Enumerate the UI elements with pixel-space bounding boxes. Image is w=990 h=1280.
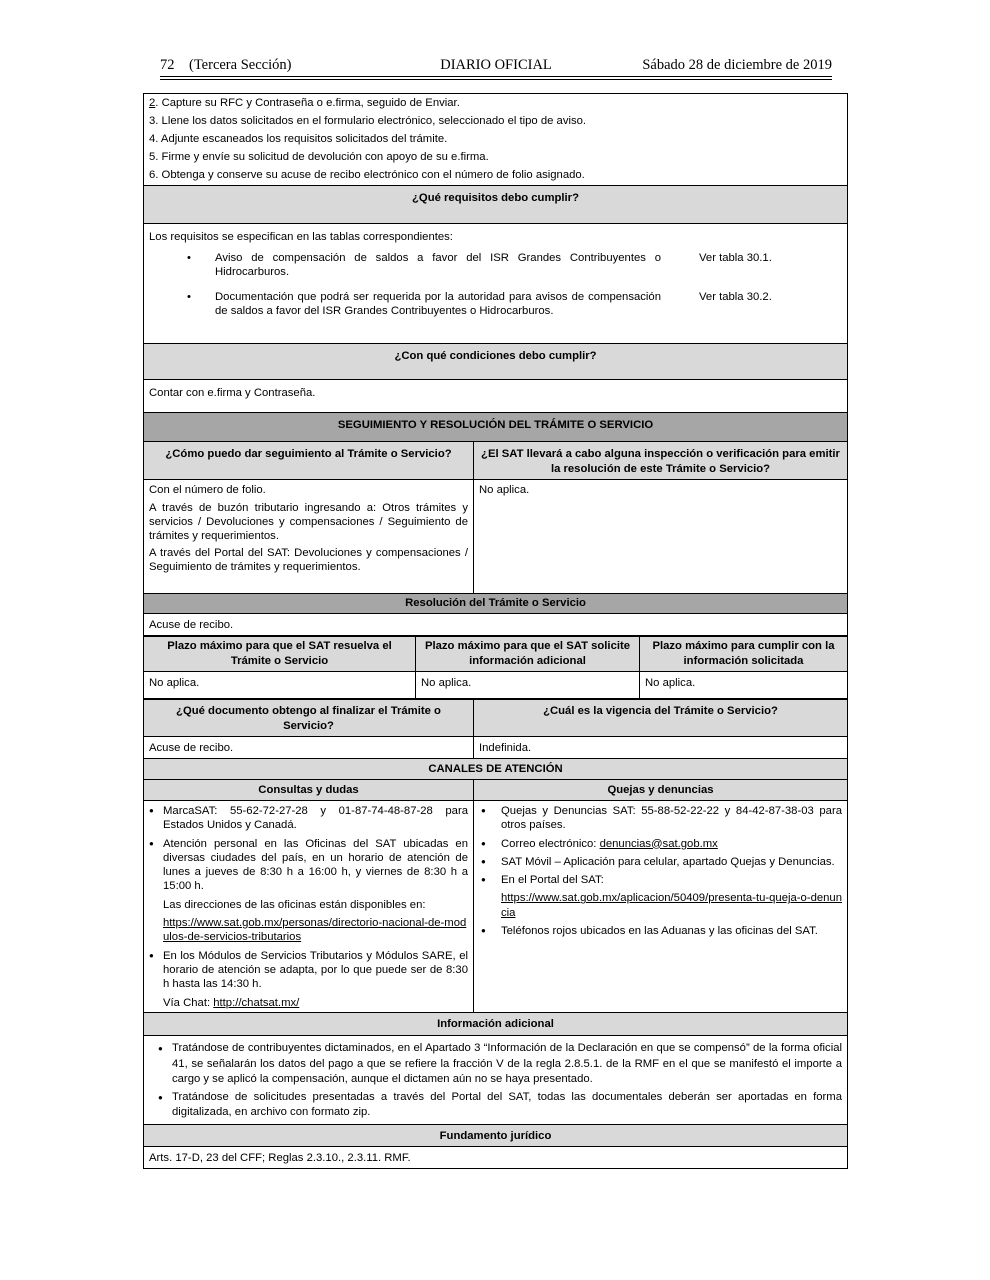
section-label: (Tercera Sección) [189, 57, 292, 73]
quejas-telefonos: ● Quejas y Denuncias SAT: 55-88-52-22-22 y 84-42-87-38-03 para otros países. [481, 804, 842, 833]
header-rule [160, 76, 832, 77]
correo-link[interactable]: denuncias@sat.gob.mx [599, 837, 718, 850]
step-2-number: 2 [149, 97, 156, 109]
consultas-modulos-text: En los Módulos de Servicios Tributarios y Módulos SARE, el horario de atención se adapta, por lo que puede ser de 8:30 h hasta las 14:30 h. [163, 949, 468, 991]
plazo-solicite-value: No aplica. [416, 672, 640, 699]
consultas-atencion-personal [149, 837, 468, 945]
quejas-sat-movil: ● SAT Móvil – Aplicación para celular, apartado Quejas y Denuncias. [481, 855, 842, 869]
requisitos-intro: Los requisitos se especifican en las tablas correspondientes: [149, 231, 453, 243]
steps-cell [144, 94, 848, 186]
step-2-text: . Capture su RFC y Contraseña o e.firma, seguido de Enviar. [155, 97, 460, 109]
bullet-icon: • [187, 290, 191, 303]
step-4: 4. Adjunte escaneados los requisitos solicitados del trámite. [149, 133, 448, 145]
header-rule-double [160, 79, 832, 80]
info-list [158, 1041, 842, 1121]
consultas-cell [144, 801, 474, 1013]
fundamento-heading: Fundamento jurídico [144, 1124, 848, 1146]
consultas-heading: Consultas y dudas [144, 780, 474, 801]
fundamento-text: Arts. 17-D, 23 del CFF; Reglas 2.3.10., 2.3.11. RMF. [144, 1146, 848, 1168]
requisito-item [187, 251, 842, 280]
seguimiento-folio: Con el número de folio. [149, 484, 266, 496]
requisitos-cell [144, 224, 848, 344]
consultas-direcciones-note: Las direcciones de las oficinas están disponibles en: [163, 898, 426, 911]
consultas-atencion-text: Atención personal en las Oficinas del SAT ubicadas en diversas ciudades del país, en un horario de atención de lunes a jueves de 8:30 h a 16:00 h, y viernes de 8:30 h a 15:00 h. [163, 837, 468, 893]
consultas-chat [163, 996, 468, 1010]
resolucion-text: Acuse de recibo. [144, 614, 848, 636]
seguimiento-answer [144, 480, 474, 594]
plazo-solicite-label: Plazo máximo para que el SAT solicite información adicional [416, 637, 640, 672]
info-heading: Información adicional [144, 1013, 848, 1036]
documento-answer: Acuse de recibo. [144, 737, 474, 759]
quejas-telefonos-rojos: ● Teléfonos rojos ubicados en las Aduanas y las oficinas del SAT. [481, 924, 842, 938]
resolucion-heading: Resolución del Trámite o Servicio [144, 594, 848, 614]
step-5: 5. Firme y envíe su solicitud de devolución con apoyo de su e.firma. [149, 151, 489, 163]
page-header [160, 57, 832, 77]
step-3: 3. Llene los datos solicitados en el formulario electrónico, seleccionado el tipo de aviso. [149, 115, 587, 127]
chat-label: Vía Chat: [163, 996, 214, 1009]
plazo-cumplir-label: Plazo máximo para cumplir con la información solicitada [640, 637, 848, 672]
page-number: 72 [160, 57, 175, 73]
journal-title: DIARIO OFICIAL [440, 57, 552, 73]
consultas-modulos [149, 949, 468, 1010]
quejas-cell [474, 801, 848, 1013]
plazos-table [143, 636, 848, 699]
condiciones-text: Contar con e.firma y Contraseña. [144, 380, 848, 413]
condiciones-heading: ¿Con qué condiciones debo cumplir? [144, 344, 848, 380]
quejas-link-wrap [501, 891, 842, 920]
plazo-resuelva-label: Plazo máximo para que el SAT resuelva el Trámite o Servicio [144, 637, 416, 672]
directorio-link[interactable]: https://www.sat.gob.mx/personas/directorio-nacional-de-modulos-de-servicios-tributarios [163, 917, 467, 944]
documento-table [143, 699, 848, 1169]
issue-date: Sábado 28 de diciembre de 2019 [642, 57, 832, 73]
queja-denuncia-link[interactable]: https://www.sat.gob.mx/aplicacion/50409/presenta-tu-queja-o-denuncia [501, 892, 842, 919]
requisito-text: Documentación que podrá ser requerida por la autoridad para avisos de compensación de saldos a favor del ISR Grandes Contribuyentes o Hidrocarburos. [215, 290, 661, 317]
requisito-ref: Ver tabla 30.2. [699, 290, 772, 303]
step-2 [149, 96, 842, 114]
canales-heading: CANALES DE ATENCIÓN [144, 759, 848, 780]
info-cell [144, 1036, 848, 1125]
seguimiento-buzon: A través de buzón tributario ingresando a: Otros trámites y servicios / Devoluciones y compensaciones / Seguimiento de trámites y requerimientos. [149, 501, 468, 542]
requisito-text: Aviso de compensación de saldos a favor del ISR Grandes Contribuyentes o Hidrocarburos. [215, 251, 661, 278]
info-dictaminados: ● Tratándose de contribuyentes dictaminados, en el Apartado 3 “Información de la Declaración en que se compensó” de la forma oficial 41, se señalarán los datos del pago a que se refiere la fracción V de la regla 2.8.5.1. de la RMF en el que se manifestó el importe a cargo y se aplicó la compensación, aunque el dictamen aún no se haya presentado. [158, 1041, 842, 1088]
requisito-item [187, 290, 842, 319]
requisitos-heading: ¿Qué requisitos debo cumplir? [144, 186, 848, 224]
consultas-list [149, 804, 468, 1010]
documento-question: ¿Qué documento obtengo al finalizar el Trámite o Servicio? [144, 700, 474, 737]
plazo-cumplir-value: No aplica. [640, 672, 848, 699]
consultas-marcasat: ● MarcaSAT: 55-62-72-27-28 y 01-87-74-48-87-28 para Estados Unidos y Canadá. [149, 804, 468, 833]
inspeccion-answer: No aplica. [474, 480, 848, 594]
quejas-portal [481, 873, 842, 920]
seguimiento-portal: A través del Portal del SAT: Devoluciones y compensaciones / Seguimiento de trámites y requerimientos. [149, 546, 468, 573]
quejas-heading: Quejas y denuncias [474, 780, 848, 801]
vigencia-question: ¿Cuál es la vigencia del Trámite o Servicio? [474, 700, 848, 737]
step-6: 6. Obtenga y conserve su acuse de recibo electrónico con el número de folio asignado. [149, 169, 585, 181]
correo-label: Correo electrónico: [501, 837, 600, 850]
quejas-portal-text: En el Portal del SAT: [501, 874, 604, 887]
chat-link[interactable]: http://chatsat.mx/ [213, 996, 300, 1009]
info-portal: ● Tratándose de solicitudes presentadas a través del Portal del SAT, todas las documentales deberán ser aportadas en forma digitalizada, en archivo con formato zip. [158, 1090, 842, 1121]
seguimiento-heading: SEGUIMIENTO Y RESOLUCIÓN DEL TRÁMITE O SERVICIO [144, 413, 848, 442]
quejas-correo [481, 837, 842, 851]
procedure-table [143, 93, 848, 636]
quejas-list [481, 804, 842, 938]
bullet-icon: • [187, 251, 191, 264]
seguimiento-question: ¿Cómo puedo dar seguimiento al Trámite o Servicio? [144, 442, 474, 480]
procedure-sheet [143, 93, 847, 1169]
inspeccion-question: ¿El SAT llevará a cabo alguna inspección o verificación para emitir la resolución de este Trámite o Servicio? [474, 442, 848, 480]
consultas-link-wrap [163, 916, 468, 945]
plazo-resuelva-value: No aplica. [144, 672, 416, 699]
vigencia-answer: Indefinida. [474, 737, 848, 759]
requisito-ref: Ver tabla 30.1. [699, 251, 772, 264]
